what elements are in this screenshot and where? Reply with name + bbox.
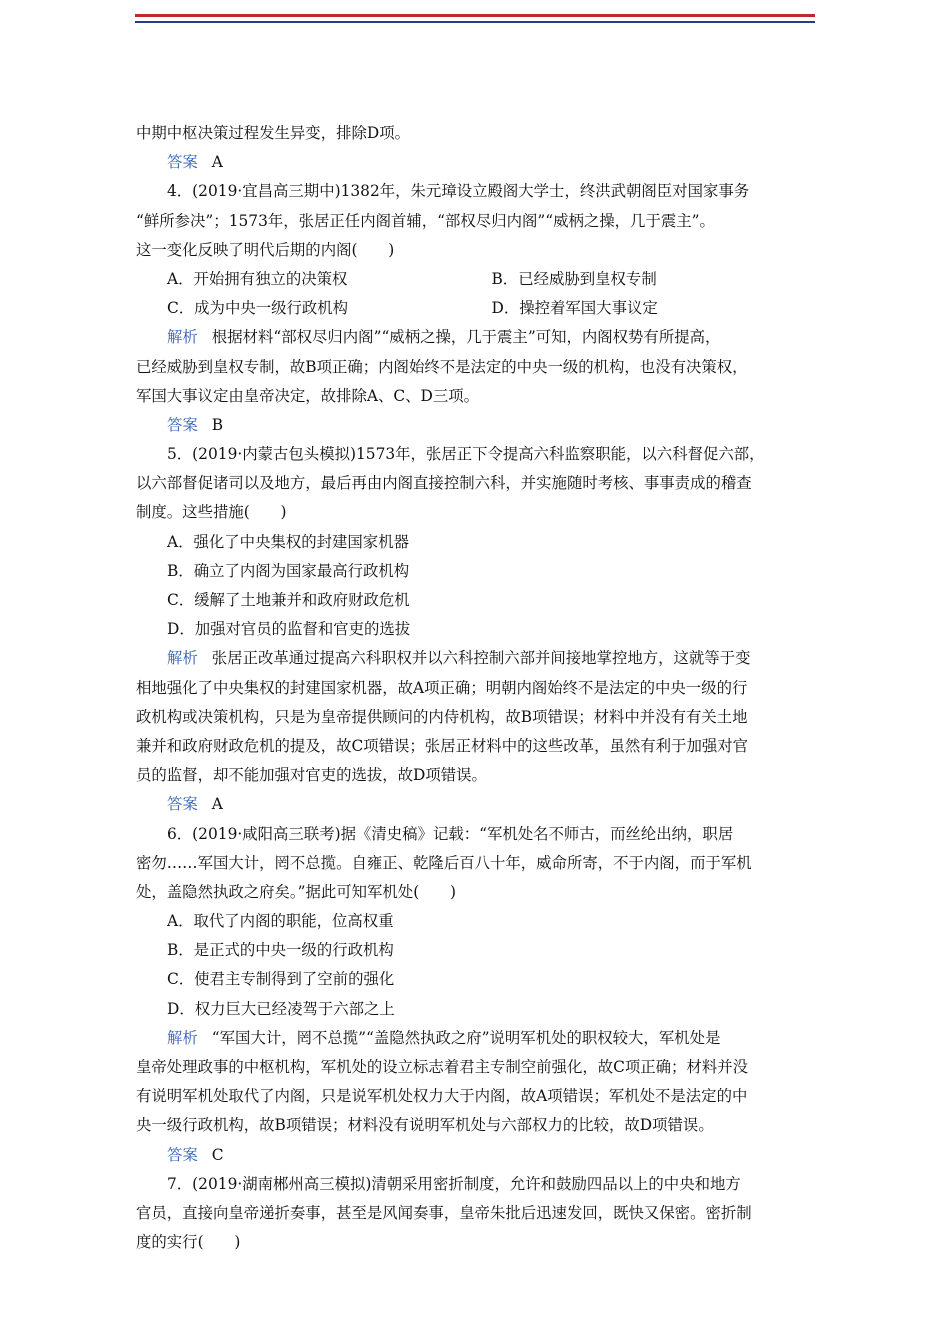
q7-stem-line: 度的实行( ): [136, 1233, 241, 1252]
q5-stem-line: 以六部督促诸司以及地方，最后再由内阁直接控制六科，并实施随时考核、事事责成的稽查: [136, 474, 752, 493]
q4-analysis-line: 已经威胁到皇权专制，故B项正确；内阁始终不是法定的中央一级的机构，也没有决策权，: [136, 357, 748, 376]
answer-label: 答案: [167, 415, 198, 434]
header-rule-red: [135, 14, 815, 17]
q5-stem-line: 5．(2019·内蒙古包头模拟)1573年，张居正下令提高六科监察职能，以六科督促六部，: [167, 445, 765, 464]
answer-label: 答案: [167, 795, 198, 814]
q4-stem-line: “鲜所参决”；1573年，张居正任内阁首辅，“部权尽归内阁”“威柄之操，几于震主”。: [136, 211, 715, 230]
answer-value: C: [211, 1145, 224, 1164]
q5-option-b: B．确立了内阁为国家最高行政机构: [167, 561, 410, 580]
q4-stem-line: 这一变化反映了明代后期的内阁( ): [136, 240, 395, 259]
analysis-label: 解析: [167, 1028, 198, 1047]
answer-label: 答案: [167, 153, 198, 172]
q4-option-c: C．成为中央一级行政机构: [167, 299, 349, 318]
q5-analysis-line: 相地强化了中央集权的封建国家机器，故A项正确；明朝内阁始终不是法定的中央一级的行: [136, 678, 748, 697]
q6-answer: [136, 1141, 816, 1170]
q5-option-a: A．强化了中央集权的封建国家机器: [167, 532, 409, 551]
header-rule: [0, 0, 950, 40]
q5-stem-line: 制度。这些措施( ): [136, 503, 287, 522]
answer-label: 答案: [167, 1145, 198, 1164]
q6-option-a: A．取代了内阁的职能，位高权重: [167, 912, 394, 931]
q6-analysis-line: 有说明军机处取代了内阁，只是说军机处权力大于内阁，故A项错误；军机处不是法定的中: [136, 1087, 748, 1106]
header-rule-blue: [135, 21, 815, 23]
answer-value: A: [211, 153, 223, 172]
q5-analysis-line: 政机构或决策机构，只是为皇帝提供顾问的内侍机构，故B项错误；材料中并没有有关土地: [136, 707, 748, 726]
q6-stem-line: 6．(2019·咸阳高三联考)据《清史稿》记载：“军机处名不师古，而丝纶出纳，职居: [167, 824, 734, 843]
q5-analysis-line: 员的监督，却不能加强对官吏的选拔，故D项错误。: [136, 766, 487, 785]
q6-stem-line: 密勿……军国大计，罔不总揽。自雍正、乾隆后百八十年，威命所寄，不于内阁，而于军机: [136, 853, 752, 872]
answer-value: B: [211, 415, 224, 434]
q4-option-d: D．操控着军国大事议定: [491, 299, 658, 318]
q7-stem-line: 7．(2019·湖南郴州高三模拟)清朝采用密折制度，允许和鼓励四品以上的中央和地方: [167, 1174, 741, 1193]
q6-option-c: C．使君主专制得到了空前的强化: [167, 970, 395, 989]
q4-option-b: B．已经威胁到皇权专制: [491, 269, 657, 288]
analysis-text: “军国大计，罔不总揽”“盖隐然执政之府”说明军机处的职权较大，军机处是: [211, 1028, 721, 1047]
q6-option-d: D．权力巨大已经凌驾于六部之上: [167, 999, 395, 1018]
q5-option-d: D．加强对官员的监督和官吏的选拔: [167, 620, 411, 639]
q4-answer: [136, 411, 816, 440]
q6-analysis-line: 皇帝处理政事的中枢机构，军机处的设立标志着君主专制空前强化，故C项正确；材料并没: [136, 1058, 749, 1076]
analysis-text: 张居正改革通过提高六科职权并以六科控制六部并间接地掌控地方，这就等于变: [211, 649, 751, 668]
q4-options-row: [136, 265, 816, 294]
analysis-label: 解析: [167, 649, 198, 668]
answer-value: A: [211, 795, 223, 814]
q4-option-a: A．开始拥有独立的决策权: [167, 269, 348, 288]
q6-analysis-line: [136, 1024, 816, 1053]
q3-answer: [136, 148, 816, 177]
q5-analysis-line: [136, 644, 816, 673]
q7-stem-line: 官员，直接向皇帝递折奏事，甚至是风闻奏事，皇帝朱批后迅速发回，既快又保密。密折制: [136, 1203, 752, 1222]
q5-answer: [136, 790, 816, 819]
q5-analysis-line: 兼并和政府财政危机的提及，故C项错误；张居正材料中的这些改革，虽然有利于加强对官: [136, 736, 749, 755]
q4-analysis-line: 军国大事议定由皇帝决定，故排除A、C、D三项。: [136, 386, 480, 405]
document-body: [136, 119, 816, 1257]
analysis-text: 根据材料“部权尽归内阁”“威柄之操，几于震主”可知，内阁权势有所提高，: [211, 328, 721, 347]
q6-stem-line: 处，盖隐然执政之府矣。”据此可知军机处( ): [136, 882, 456, 901]
q5-option-c: C．缓解了土地兼并和政府财政危机: [167, 591, 410, 609]
q4-stem-line: 4．(2019·宜昌高三期中)1382年，朱元璋设立殿阁大学士，终洪武朝阁臣对国家事务: [167, 182, 750, 201]
q4-analysis-line: [136, 323, 816, 352]
q6-analysis-line: 央一级行政机构，故B项错误；材料没有说明军机处与六部权力的比较，故D项错误。: [136, 1116, 714, 1135]
q6-option-b: B．是正式的中央一级的行政机构: [167, 941, 394, 960]
q4-options-row: [136, 294, 816, 323]
q3-analysis-end: 中期中枢决策过程发生异变，排除D项。: [136, 124, 410, 142]
analysis-label: 解析: [167, 328, 198, 347]
